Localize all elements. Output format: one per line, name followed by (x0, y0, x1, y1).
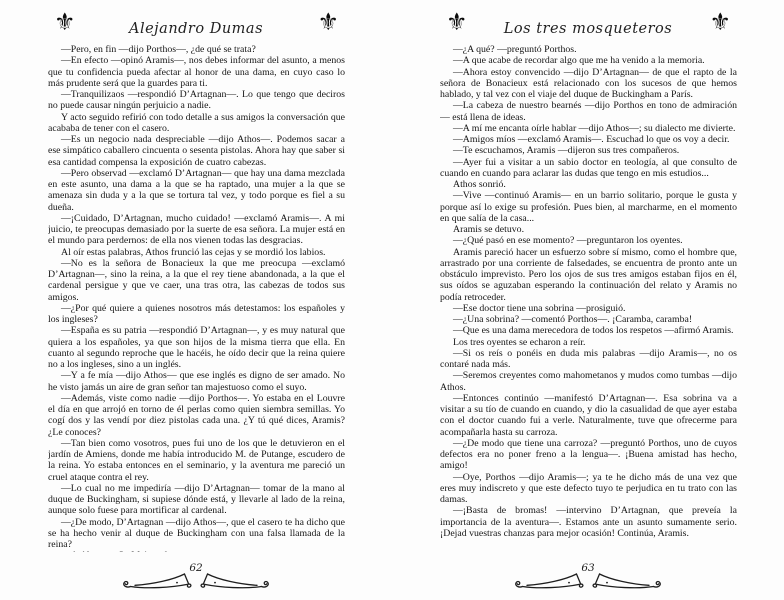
page-number: 63 (581, 562, 595, 574)
paragraph: —¿De modo que tiene una carroza? —preguntó Porthos, uno de cuyos defectos era no poner freno a la lengua—. ¡Buena amistad has hecho, amigo! (440, 437, 737, 472)
paragraph: —Seremos creyentes como mahometanos y mudos como tumbas —dijo Athos. (440, 370, 737, 393)
page-right (392, 0, 784, 600)
paragraph: —Entonces continúo —manifestó D’Artagnan—. Esa sobrina va a visitar a su tío de cuando en cuando, y dio la casualidad de que ayer estaba con el doctor cuando fui a verle. Naturalmente, tuve que ofrecerme para acompañarla hasta su carroza. (440, 392, 737, 438)
paragraph: —¿Por qué quiere a quienes nosotros más detestamos: los españoles y los ingleses? (48, 302, 345, 325)
paragraph: —Te escuchamos, Aramis —dijeron sus tres compañeros. (453, 145, 680, 157)
fleur-de-lis-icon: ⚜ (317, 8, 339, 36)
paragraph: —Es un negocio nada despreciable —dijo Athos—. Podemos sacar a ese simpático caballero cincuenta o sesenta pistolas. Ahora hay que saber si esa cantidad compensa la exposición de cuatro cabezas. (48, 134, 345, 168)
paragraph: —Tranquilizaos —respondió D’Artagnan—. Lo que tengo que deciros no puede causar ningún perjuicio a nadie. (48, 89, 345, 112)
paragraph: —A que acabe de recordar algo que me ha venido a la memoria. (453, 55, 705, 67)
paragraph: —Que es una dama merecedora de todos los respetos —afirmó Aramis. (453, 325, 734, 337)
paragraph: —Pero observad —exclamó D’Artagnan— que hay una dama mezclada en este asunto, una dama a la que se ha raptado, una mujer a la que se amenaza sin duda y a la que se tortura tal vez, y todo porque es fiel a su dueña. (48, 167, 345, 213)
paragraph: —Ahora estoy convencido —dijo D’Artagnan— de que el rapto de la señora de Bonacieux está relacionado con los sucesos de que hemos hablado, y tal vez con el viaje del duque de Buckingham a París. (440, 66, 737, 100)
paragraph: —En efecto —opinó Aramis—, nos debes informar del asunto, a menos que tu confidencia pueda afectar al honor de una dama, en cuyo caso lo más prudente será que la guardes para ti. (48, 55, 345, 89)
running-header-author: Alejandro Dumas (128, 21, 264, 37)
paragraph: —No es la señora de Bonacieux la que me preocupa —exclamó D’Artagnan—, sino la reina, a la que el rey tiene abandonada, a la que el cardenal persigue y que ve caer, una tras otra, las cabezas de todos sus amigos. (48, 257, 345, 303)
paragraph: Aramis pareció hacer un esfuerzo sobre sí mismo, como el hombre que, arrastrado por una corriente de falsedades, se encuentra de pronto ante un obstáculo imprevisto. Pero los ojos de sus tres amigos estaban fijos en él, sus oídos se aguzaban esperando la continuación del relato y Aramis no podía retroceder. (440, 246, 737, 303)
paragraph: —Además, viste como nadie —dijo Porthos—. Yo estaba en el Louvre el día en que arrojó en torno de él perlas como quien siembra semillas. Yo cogí dos y las vendí por diez pistolas cada una. ¿Y tú qué dices, Aramis? ¿Le conoces? (48, 392, 345, 438)
fleur-de-lis-icon: ⚜ (446, 8, 468, 36)
paragraph: —¿De modo, D’Artagnan —dijo Athos—, que el casero te ha dicho que se ha hecho venir al duque de Buckingham con una falsa llamada de la reina? (48, 516, 345, 550)
paragraph: —Ayer fui a visitar a un sabio doctor en teología, al que consulto de cuando en cuando para aclarar las dudas que tengo en mis estudios... (440, 156, 737, 179)
paragraph: —Vive —continuó Aramis— en un barrio solitario, porque le gusta y porque así lo exige su profesión. Pues bien, al marcharme, en el momento en que salía de la casa... (440, 190, 737, 224)
paragraph: —¡Basta de bromas! —intervino D’Artagnan, que preveía la importancia de la aventura—. Estamos ante un asunto sumamente serio. ¡Dejad vuestras chanzas para mejor ocasión! Continúa, Aramis. (440, 505, 737, 539)
left-page-header (0, 0, 392, 46)
scroll-flourish-ornament (513, 571, 663, 593)
right-page-header (392, 0, 784, 46)
paragraph: —¿A qué? —preguntó Porthos. (453, 44, 577, 55)
paragraph: —Tan bien como vosotros, pues fui uno de los que le detuvieron en el jardín de Amiens, donde me había introducido M. de Putange, escudero de la reina. Yo estaba entonces en el seminario, y la aventura me pareció un cruel ataque contra el rey. (48, 437, 345, 483)
paragraph: —Pero, en fin —dijo Porthos—, ¿de qué se trata? (61, 44, 256, 55)
paragraph: Y acto seguido refirió con todo detalle a sus amigos la conversación que acababa de tener con el casero. (48, 111, 345, 134)
paragraph: —Y a fe mía —dijo Athos— que ese inglés es digno de ser amado. No he visto jamás un aire de gran señor tan majestuoso como el suyo. (48, 370, 345, 393)
paragraph: —Lo cual no me impediría —dijo D’Artagnan— tomar de la mano al duque de Buckingham, si supiese dónde está, y llevarle al lado de la reina, aunque solo fuese para mortificar al cardenal. (48, 482, 345, 517)
fleur-de-lis-icon: ⚜ (54, 8, 76, 36)
paragraph: —Amigos míos —exclamó Aramis—. Escuchad lo que os voy a decir. (453, 134, 730, 145)
paragraph: —La cabeza de nuestro bearnés —dijo Porthos en tono de admiración— está llena de ideas. (440, 100, 737, 123)
left-page-footer (0, 563, 392, 593)
paragraph: Al oír estas palabras, Athos frunció las cejas y se mordió los labios. (61, 246, 326, 258)
left-page-text (48, 44, 345, 552)
paragraph: —¡Cuidado, D’Artagnan, mucho cuidado! —exclamó Aramis—. A mi juicio, te preocupas demasiado por la suerte de esa señora. La mujer está en el mundo para perdernos: de ella nos vienen todas las desgracias. (48, 212, 345, 247)
paragraph: —A mí me encanta oírle hablar —dijo Athos—; su dialecto me divierte. (453, 122, 736, 134)
paragraph: —Oye, Porthos —dijo Aramis—; ya te he dicho más de una vez que eres muy indiscreto y que este defecto tuyo te perjudica en tu trato con las damas. (440, 471, 737, 505)
paragraph: Aramis se detuvo. (453, 224, 525, 235)
right-page-footer (392, 563, 784, 593)
paragraph: Athos sonrió. (453, 179, 506, 190)
paragraph: —¿Una sobrina? —comentó Porthos—. ¡Caramba, caramba! (453, 314, 693, 325)
fleur-de-lis-icon: ⚜ (709, 8, 731, 36)
paragraph: —¿Qué pasó en ese momento? —preguntaron los oyentes. (453, 235, 683, 247)
running-header-book-title: Los tres mosqueteros (503, 21, 673, 37)
scroll-flourish-ornament (121, 571, 271, 593)
paragraph: —Si os reís o ponéis en duda mis palabras —dijo Aramis—, no os contaré nada más. (440, 347, 737, 370)
right-page-text (440, 44, 737, 552)
page-number: 62 (189, 562, 203, 574)
paragraph: Los tres oyentes se echaron a reír. (453, 336, 586, 348)
paragraph: —España es su patria —respondió D’Artagnan—, y es muy natural que quiera a los españoles, ya que son hijos de la misma tierra que ella. En cuanto al segundo reproche que le hacéis, he oído decir que la reina quiere no a los ingleses, sino a un inglés. (48, 325, 345, 370)
paragraph (48, 550, 345, 552)
paragraph: —Ese doctor tiene una sobrina —prosiguió. (453, 302, 626, 314)
